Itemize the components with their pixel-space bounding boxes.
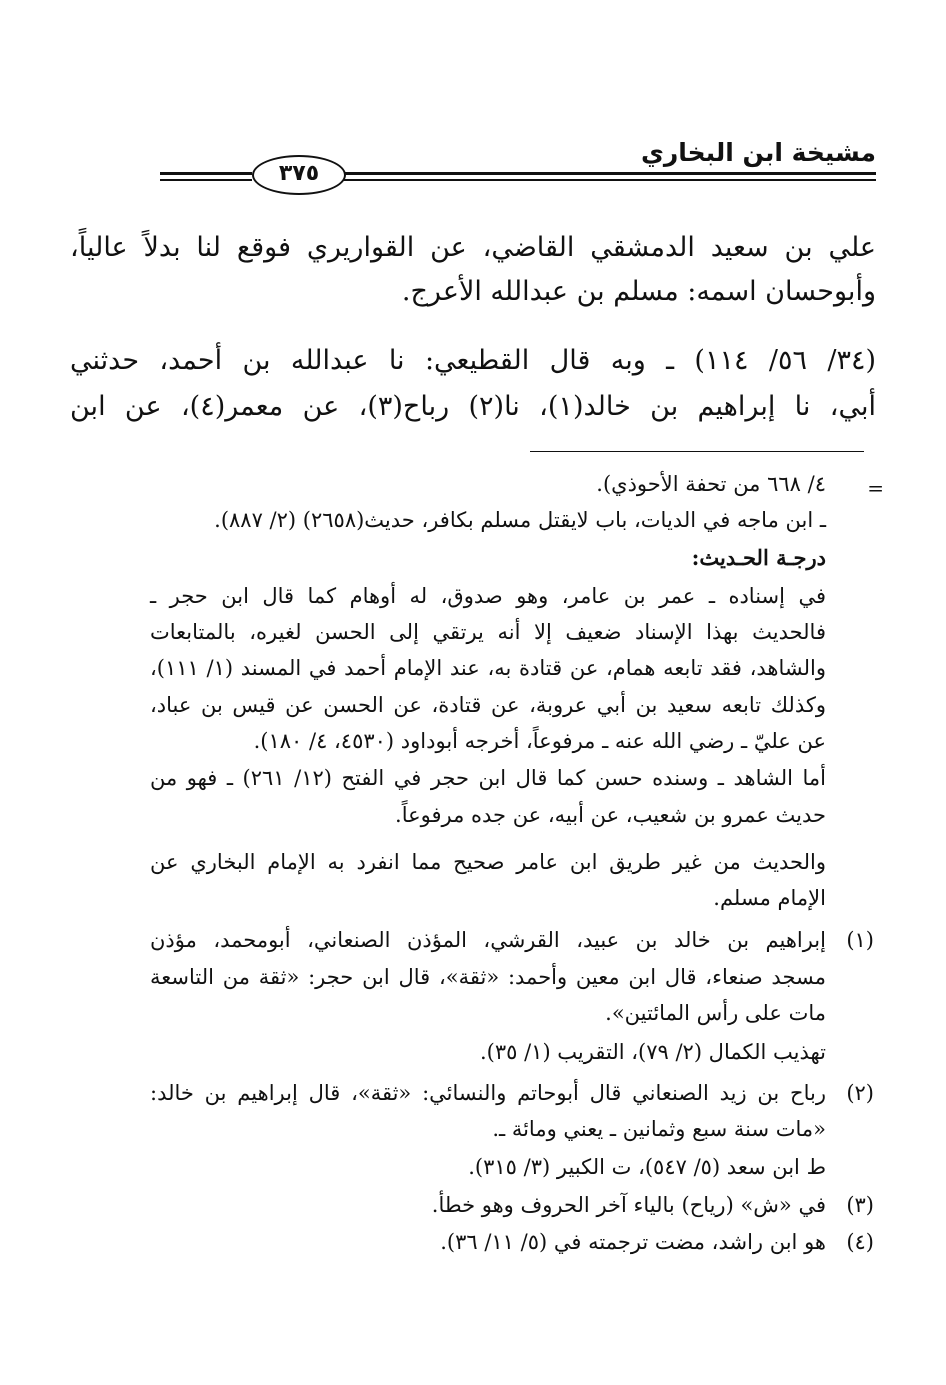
header-rule-left-thin (160, 179, 252, 181)
footnote-line: والحديث من غير طريق ابن عامر صحيح مما انفرد به الإمام البخاري عن (150, 850, 826, 874)
footnote-line: رباح بن زيد الصنعاني قال أبوحاتم والنسائي: «ثقة»، قال إبراهيم بن خالد: (150, 1081, 826, 1105)
footnote-line: ـ ابن ماجه في الديات، باب لايقتل مسلم بكافر، حديث(٢٦٥٨) (٢/ ٨٨٧). (214, 508, 826, 532)
footnote-line: هو ابن راشد، مضت ترجمته في (٥/ ١١/ ٣٦). (440, 1230, 826, 1254)
footnote-line: والشاهد، فقد تابعه همام، عن قتادة به، عند الإمام أحمد في المسند (١/ ١١١)، (150, 656, 826, 680)
footnote-separator (530, 451, 864, 452)
footnote-line: أما الشاهد ـ وسنده حسن كما قال ابن حجر في الفتح (١٢/ ٢٦١) ـ فهو من (150, 766, 826, 790)
footnote-line: إبراهيم بن خالد بن عبيد، القرشي، المؤذن الصنعاني، أبومحمد، مؤذن (150, 928, 826, 952)
footnote-line: عن عليّ ـ رضي الله عنه ـ مرفوعاً، أخرجه أبوداود (٤٥٣٠، ٤/ ١٨٠). (253, 729, 826, 753)
running-header-title: مشيخة ابن البخاري (640, 138, 876, 167)
header-rule-right (342, 172, 876, 175)
footnote-line: وكذلك تابعه سعيد بن أبي عروبة، عن قتادة، عن الحسن عن قيس بن عباد، (150, 693, 826, 717)
main-text-line: أبي، نا إبراهيم بن خالد(١)، نا(٢) رباح(٣)، عن معمر(٤)، عن ابن (70, 391, 877, 422)
footnote-number: (١) (846, 928, 874, 952)
header-rule-right-thin (342, 179, 876, 181)
footnote-line: الإمام مسلم. (713, 886, 826, 910)
footnote-line: في إسناده ـ عمر بن عامر، وهو صدوق، له أوهام كما قال ابن حجر ـ (150, 584, 826, 608)
footnote-number: (٢) (846, 1081, 874, 1105)
footnote-line: «مات سنة سبع وثمانين ـ يعني ومائة ـ. (492, 1117, 826, 1141)
main-text-line: (٣٤/ ٥٦/ ١١٤) ـ وبه قال القطيعي: نا عبدالله بن أحمد، حدثني (70, 345, 876, 376)
footnote-line: في «ش» (رياح) بالياء آخر الحروف وهو خطأ. (431, 1193, 826, 1217)
footnote-line: مات على رأس المائتين». (605, 1001, 826, 1025)
footnote-line: حديث عمرو بن شعيب، عن أبيه، عن جده مرفوعاً. (395, 803, 826, 827)
header-rule-left (160, 172, 252, 175)
main-text-line: علي بن سعيد الدمشقي القاضي، عن القواريري فوقع لنا بدلاً عالياً، (70, 232, 876, 263)
footnote-line: تهذيب الكمال (٢/ ٧٩)، التقريب (١/ ٣٥). (479, 1040, 826, 1064)
footnote-number: (٣) (846, 1193, 874, 1217)
footnote-number: (٤) (846, 1230, 874, 1254)
footnote-line: مسجد صنعاء، قال ابن معين وأحمد: «ثقة»، قال ابن حجر: «ثقة من التاسعة (150, 965, 826, 989)
footnote-line: ط ابن سعد (٥/ ٥٤٧)، ت الكبير (٣/ ٣١٥). (468, 1155, 826, 1179)
continuation-mark: = (867, 476, 884, 500)
footnote-line: ٤/ ٦٦٨ من تحفة الأحوذي). (596, 472, 826, 496)
footnote-heading: درجـة الحـديث: (691, 545, 826, 570)
main-text-line: وأبوحسان اسمه: مسلم بن عبدالله الأعرج. (401, 276, 876, 307)
page-number: ٣٧٥ (252, 155, 346, 195)
footnote-line: فالحديث بهذا الإسناد ضعيف إلا أنه يرتقي إلى الحسن لغيره، بالمتابعات (150, 620, 826, 644)
